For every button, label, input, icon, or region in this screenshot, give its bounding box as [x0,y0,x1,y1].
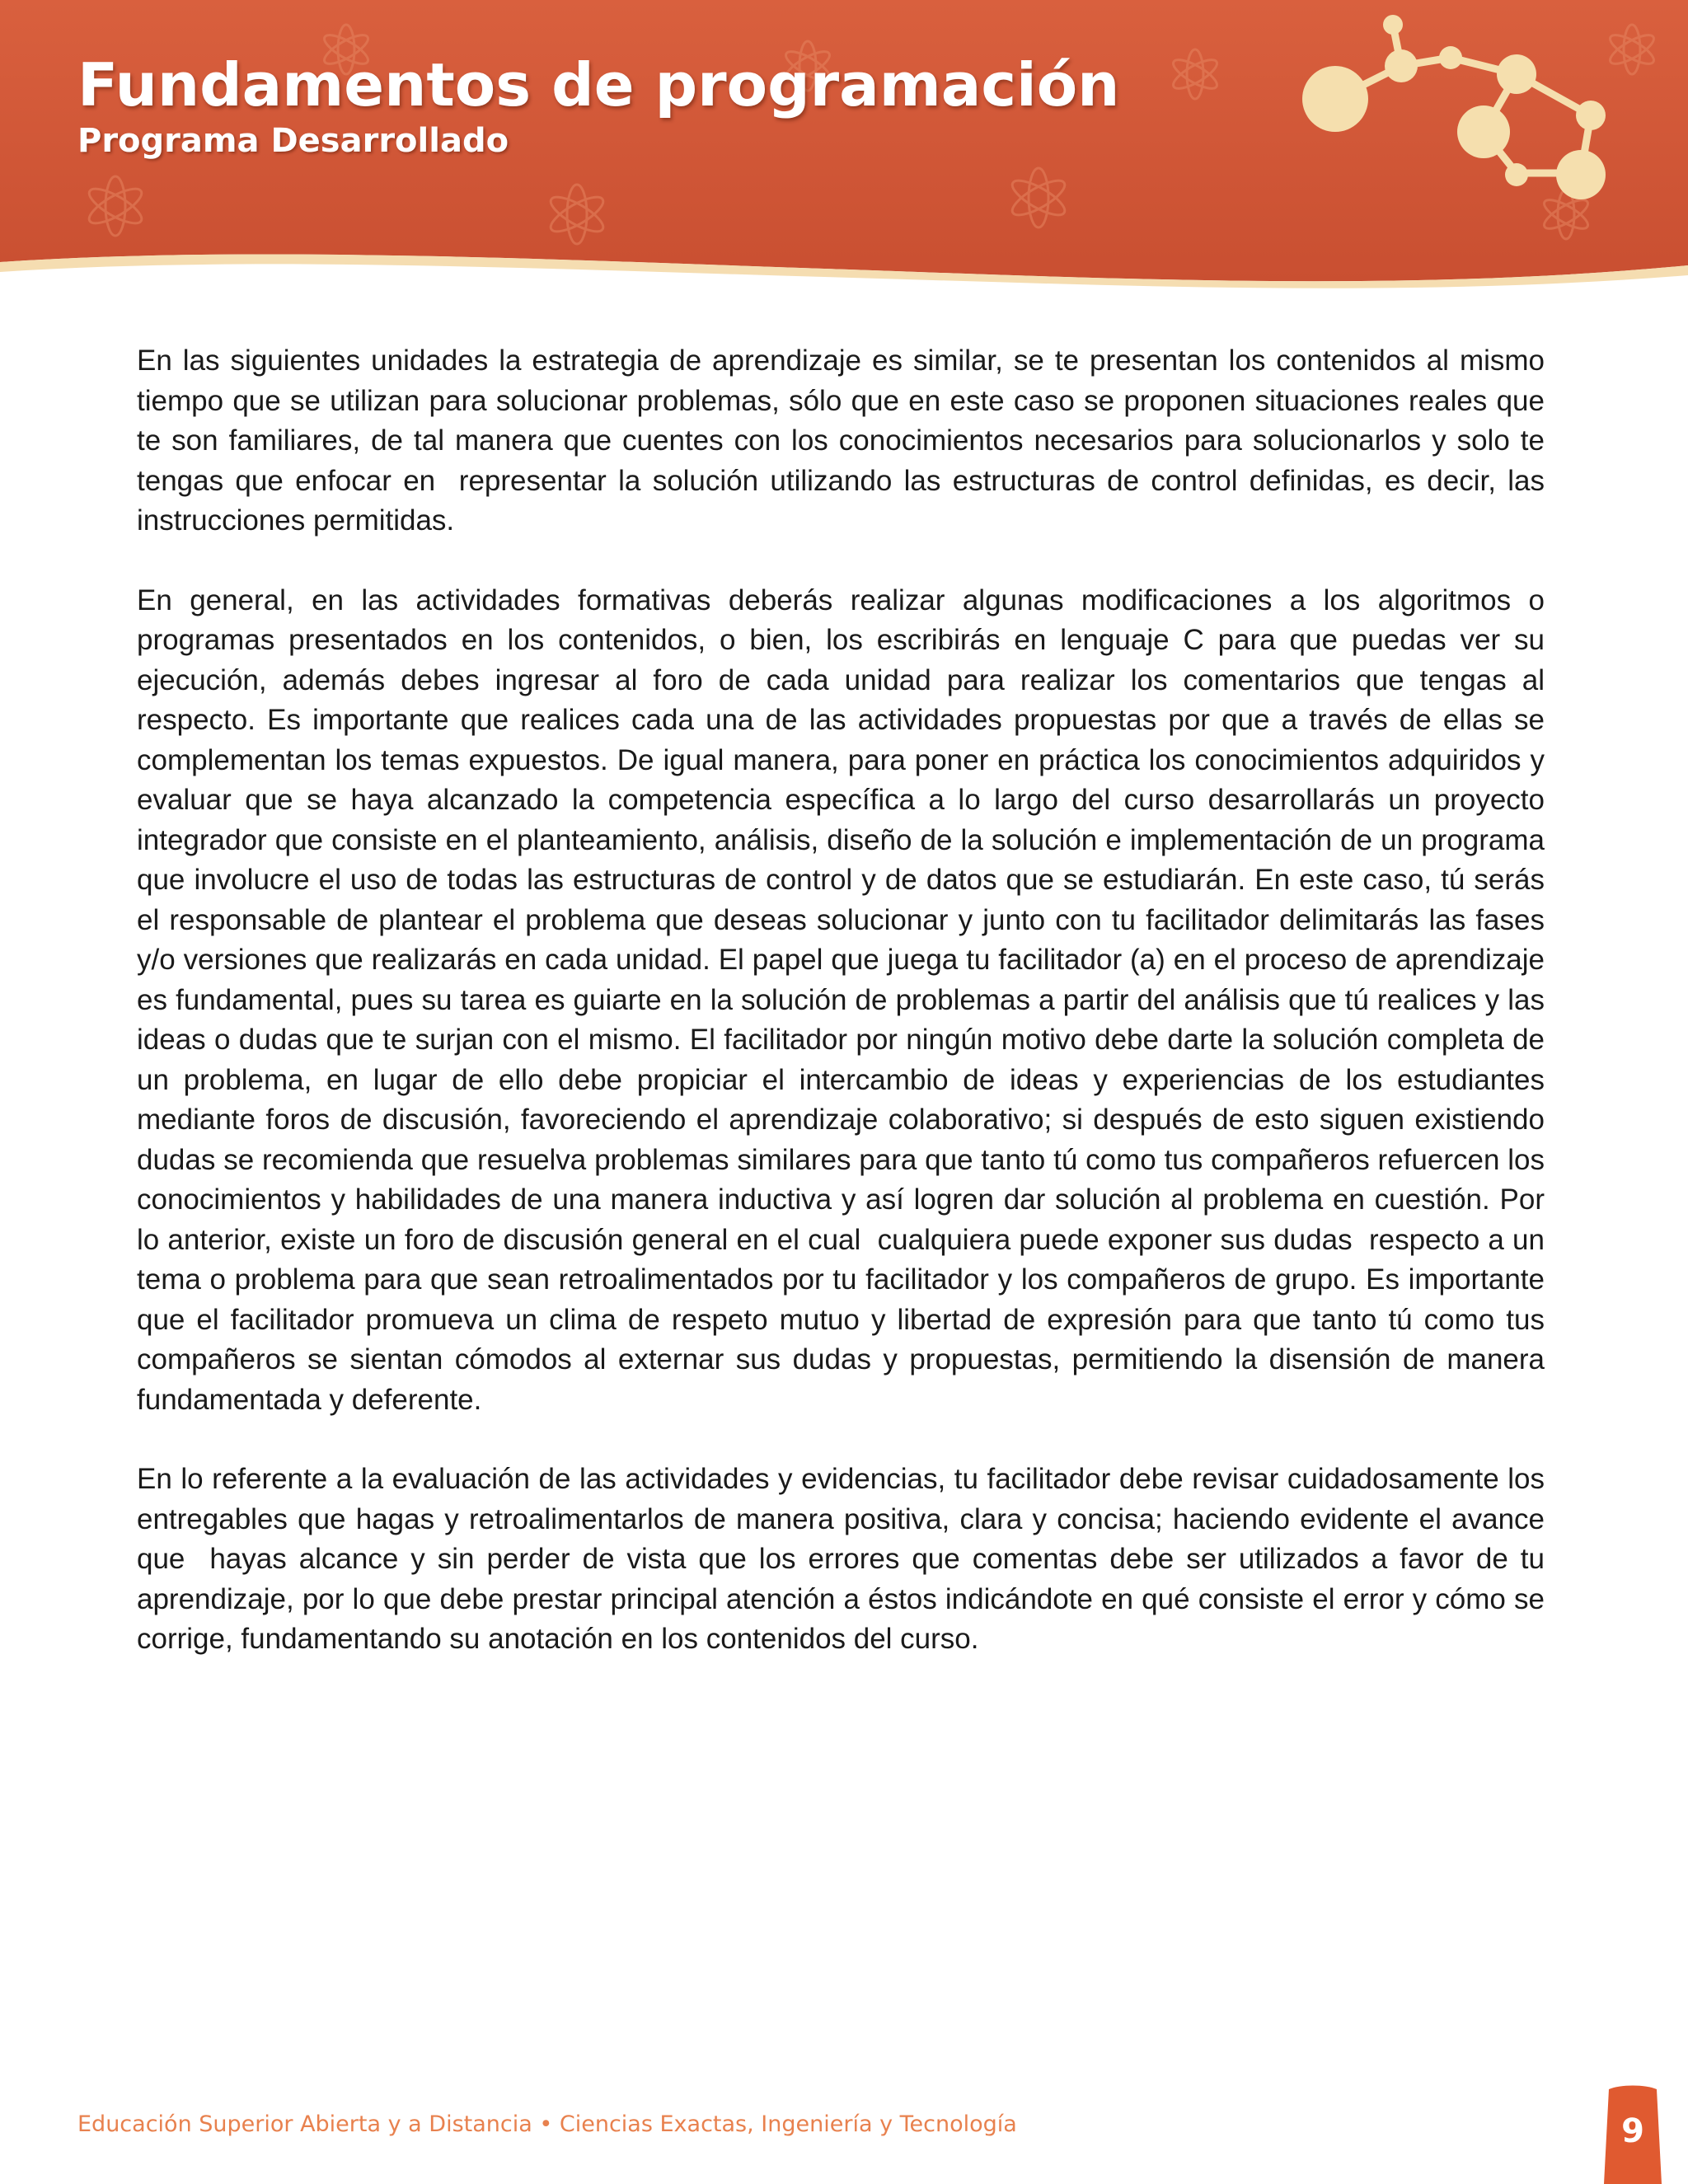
document-body [137,341,1553,1699]
body-paragraph-1: En las siguientes unidades la estrategia de aprendizaje es similar, se te presentan los contenidos al mismo tiempo que se utilizan para solucionar problemas, sólo que en este caso se proponen situaciones reales que te son familiares, de tal manera que cuentes con los conocimientos necesarios para solucionarlos y solo te tengas que enfocar en representar la solución utilizando las estructuras de control definidas, es decir, las instrucciones permitidas. [137,344,1553,537]
body-paragraph-3: En lo referente a la evaluación de las actividades y evidencias, tu facilitador debe revisar cuidadosamente los entregables que hagas y retroalimentarlos de manera positiva, clara y concisa; haciendo evidente el avance que hayas alcance y sin perder de vista que los errores que comentas debe ser utilizados a favor de tu aprendizaje, por lo que debe prestar principal atención a éstos indicándote en qué consiste el error y cómo se corrige, fundamentando su anotación en los contenidos del curso. [137,1463,1553,1655]
page-number: 9 [1621,2112,1644,2150]
body-paragraph-2: En general, en las actividades formativas deberás realizar algunas modificaciones a los algoritmos o programas presentados en los contenidos, o bien, los escribirás en lenguaje C para que puedas ver su ejecución, además debes ingresar al foro de cada unidad para realizar los comentarios que tengas al respecto. Es importante que realices cada una de las actividades propuestas por que a través de ellas se complementan los temas expuestos. De igual manera, para poner en práctica los conocimientos adquiridos y evaluar que se haya alcanzado la competencia específica a lo largo del curso desarrollarás un proyecto integrador que consiste en el planteamiento, análisis, diseño de la solución e implementación de un programa que involucre el uso de todas las estructuras de control y de datos que se estudiarán. En este caso, tú serás el responsable de plantear el problema que deseas solucionar y junto con tu facilitador delimitarás las fases y/o versiones que realizarás en cada unidad. El papel que juega tu facilitador (a) en el proceso de aprendizaje es fundamental, pues su tarea es guiarte en la solución de problemas a partir del análisis que tú realices y las ideas o dudas que te surjan con el mismo. El facilitador por ningún motivo debe darte la solución completa de un problema, en lugar de ello debe propiciar el intercambio de ideas y experiencias de los estudiantes mediante foros de discusión, favoreciendo el aprendizaje colaborativo; si después de esto siguen existiendo dudas se recomienda que resuelva problemas similares para que tanto tú como tus compañeros refuercen los conocimientos y habilidades de una manera inductiva y así logren dar solución al problema en cuestión. Por lo anterior, existe un foro de discusión general en el cual cualquiera puede exponer sus dudas respecto a un tema o problema para que sean retroalimentados por tu facilitador y los compañeros de grupo. Es importante que el facilitador promueva un clima de respeto mutuo y libertad de expresión para que tanto tú como tus compañeros se sientan cómodos al externar sus dudas y propuestas, permitiendo la disensión de manera fundamentada y deferente. [137,583,1553,1416]
page-subtitle: Programa Desarrollado [77,122,509,160]
footer-institution-text: Educación Superior Abierta y a Distancia • Ciencias Exactas, Ingeniería y Tecnología [77,2111,1017,2137]
page-header-banner [0,0,1688,297]
page-title: Fundamentos de programación [77,50,1120,120]
